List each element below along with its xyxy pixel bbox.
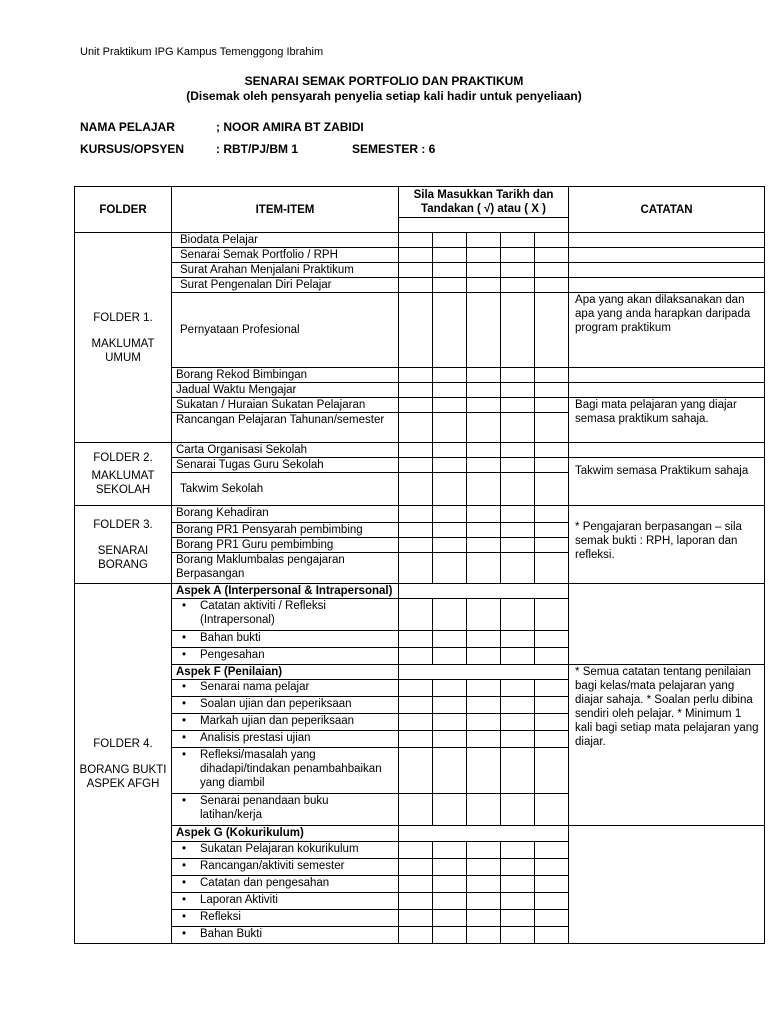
check-cell[interactable] (433, 680, 467, 697)
check-cell (399, 584, 569, 599)
list-item: Jadual Waktu Mengajar (172, 383, 399, 398)
check-cell[interactable] (467, 263, 501, 278)
check-cell[interactable] (433, 473, 467, 506)
page-header: Unit Praktikum IPG Kampus Temenggong Ibrahim (80, 46, 324, 58)
check-cell[interactable] (433, 748, 467, 794)
check-cell[interactable] (399, 398, 433, 413)
check-cell[interactable] (399, 748, 433, 794)
bullet-icon: • (182, 877, 187, 889)
check-cell[interactable] (467, 631, 501, 648)
check-cell[interactable] (467, 927, 501, 944)
list-item: Sukatan / Huraian Sukatan Pelajaran (172, 398, 399, 413)
list-item: • Soalan ujian dan peperiksaan (172, 697, 399, 714)
check-cell[interactable] (501, 794, 535, 826)
check-cell[interactable] (501, 859, 535, 876)
check-cell[interactable] (535, 473, 569, 506)
note-cell (569, 263, 765, 278)
header-check-sub (399, 218, 569, 233)
check-cell[interactable] (433, 731, 467, 748)
check-cell[interactable] (535, 680, 569, 697)
check-cell[interactable] (399, 648, 433, 665)
note-takwim: Takwim semasa Praktikum sahaja (569, 458, 765, 506)
check-cell[interactable] (467, 697, 501, 714)
note-cell (569, 826, 765, 944)
check-cell (399, 665, 569, 680)
list-item: Borang Rekod Bimbingan (172, 368, 399, 383)
check-cell[interactable] (501, 233, 535, 248)
check-cell[interactable] (433, 697, 467, 714)
check-cell[interactable] (535, 368, 569, 383)
check-cell[interactable] (501, 910, 535, 927)
check-cell[interactable] (501, 680, 535, 697)
check-cell[interactable] (467, 538, 501, 553)
check-cell[interactable] (501, 697, 535, 714)
check-cell[interactable] (501, 631, 535, 648)
list-item: • Catatan aktiviti / Refleksi (Intrapersonal) (172, 599, 399, 631)
note-berpasangan: * Pengajaran berpasangan – sila semak bukti : RPH, laporan dan refleksi. (569, 506, 765, 584)
note-sukatan: Bagi mata pelajaran yang diajar semasa praktikum sahaja. (569, 398, 765, 443)
check-cell[interactable] (399, 506, 433, 523)
bullet-icon: • (182, 698, 187, 710)
check-cell[interactable] (467, 248, 501, 263)
check-cell[interactable] (399, 383, 433, 398)
check-cell[interactable] (433, 599, 467, 631)
check-cell[interactable] (501, 248, 535, 263)
check-cell[interactable] (467, 748, 501, 794)
list-item: • Bahan Bukti (172, 927, 399, 944)
check-cell[interactable] (535, 443, 569, 458)
check-cell[interactable] (399, 680, 433, 697)
check-cell[interactable] (535, 893, 569, 910)
check-cell[interactable] (467, 278, 501, 293)
check-cell[interactable] (433, 648, 467, 665)
check-cell[interactable] (535, 413, 569, 443)
check-cell[interactable] (501, 473, 535, 506)
list-item: • Catatan dan pengesahan (172, 876, 399, 893)
check-cell[interactable] (433, 553, 467, 584)
header-folder: FOLDER (75, 187, 172, 233)
list-item: • Analisis prestasi ujian (172, 731, 399, 748)
check-cell[interactable] (433, 506, 467, 523)
list-item: Borang Maklumbalas pengajaran Berpasangan (172, 553, 399, 584)
folder-1-name: FOLDER 1. (93, 311, 153, 324)
check-cell[interactable] (399, 714, 433, 731)
check-cell[interactable] (467, 383, 501, 398)
check-cell[interactable] (535, 248, 569, 263)
list-item: Borang PR1 Guru pembimbing (172, 538, 399, 553)
aspek-a-heading: Aspek A (Interpersonal & Intrapersonal) (172, 584, 399, 599)
check-cell[interactable] (399, 553, 433, 584)
check-cell[interactable] (535, 233, 569, 248)
check-cell[interactable] (433, 842, 467, 859)
folder-1-title: MAKLUMAT UMUM (91, 337, 155, 364)
note-cell (569, 233, 765, 248)
check-cell[interactable] (467, 599, 501, 631)
check-cell[interactable] (535, 794, 569, 826)
check-cell[interactable] (467, 876, 501, 893)
list-item: • Pengesahan (172, 648, 399, 665)
check-cell[interactable] (433, 248, 467, 263)
check-cell[interactable] (399, 731, 433, 748)
folder-3 (75, 506, 172, 584)
check-cell[interactable] (399, 248, 433, 263)
folder-1 (75, 233, 172, 443)
check-cell[interactable] (433, 714, 467, 731)
check-cell[interactable] (501, 538, 535, 553)
header-items: ITEM-ITEM (172, 187, 399, 233)
check-cell[interactable] (399, 278, 433, 293)
list-item: • Senarai penandaan buku latihan/kerja (172, 794, 399, 826)
check-cell[interactable] (501, 893, 535, 910)
check-cell[interactable] (399, 263, 433, 278)
note-cell (569, 383, 765, 398)
check-cell[interactable] (433, 443, 467, 458)
document-title: SENARAI SEMAK PORTFOLIO DAN PRAKTIKUM (244, 74, 524, 88)
folder-3-name: FOLDER 3. (93, 518, 153, 531)
check-cell[interactable] (501, 368, 535, 383)
check-cell[interactable] (467, 731, 501, 748)
bullet-icon: • (182, 600, 187, 612)
bullet-icon: • (182, 632, 187, 644)
list-item: Surat Pengenalan Diri Pelajar (172, 278, 399, 293)
check-cell[interactable] (501, 842, 535, 859)
bullet-icon: • (182, 911, 187, 923)
check-cell[interactable] (501, 506, 535, 523)
check-cell[interactable] (467, 368, 501, 383)
check-cell[interactable] (535, 538, 569, 553)
check-cell[interactable] (399, 599, 433, 631)
check-cell[interactable] (467, 893, 501, 910)
check-cell[interactable] (535, 293, 569, 368)
check-cell[interactable] (433, 794, 467, 826)
check-cell[interactable] (535, 553, 569, 584)
folder-2-title: MAKLUMAT SEKOLAH (91, 470, 155, 496)
check-cell[interactable] (535, 714, 569, 731)
list-item: Senarai Semak Portfolio / RPH (172, 248, 399, 263)
check-cell[interactable] (399, 443, 433, 458)
check-cell[interactable] (399, 876, 433, 893)
check-cell[interactable] (433, 233, 467, 248)
check-cell[interactable] (399, 368, 433, 383)
checklist-table (74, 186, 765, 944)
check-cell[interactable] (501, 876, 535, 893)
check-cell[interactable] (433, 383, 467, 398)
bullet-icon: • (182, 715, 187, 727)
check-cell[interactable] (433, 413, 467, 443)
check-cell[interactable] (433, 263, 467, 278)
check-cell[interactable] (433, 368, 467, 383)
check-cell[interactable] (399, 794, 433, 826)
check-cell[interactable] (433, 278, 467, 293)
bullet-icon: • (182, 649, 187, 661)
check-cell[interactable] (501, 278, 535, 293)
list-item: Borang Kehadiran (172, 506, 399, 523)
course-value: : RBT/PJ/BM 1 (216, 142, 299, 156)
bullet-icon: • (182, 749, 187, 761)
check-cell[interactable] (399, 893, 433, 910)
check-cell[interactable] (501, 927, 535, 944)
header-notes: CATATAN (569, 187, 765, 233)
check-cell[interactable] (467, 473, 501, 506)
list-item: Carta Organisasi Sekolah (172, 443, 399, 458)
list-item: • Bahan bukti (172, 631, 399, 648)
note-cell (569, 278, 765, 293)
check-cell[interactable] (501, 523, 535, 538)
check-cell[interactable] (535, 648, 569, 665)
check-cell[interactable] (501, 599, 535, 631)
folder-4-name: FOLDER 4. (93, 737, 153, 750)
semester-value: SEMESTER : 6 (352, 142, 436, 156)
list-item: • Refleksi (172, 910, 399, 927)
folder-2-name: FOLDER 2. (93, 452, 153, 464)
check-cell[interactable] (433, 910, 467, 927)
name-value: ; NOOR AMIRA BT ZABIDI (216, 120, 364, 134)
list-item: Biodata Pelajar (172, 233, 399, 248)
note-profesional: Apa yang akan dilaksanakan dan apa yang anda harapkan daripada program praktikum (569, 293, 765, 368)
bullet-icon: • (182, 732, 187, 744)
list-item: Pernyataan Profesional (172, 293, 399, 368)
document-subtitle: (Disemak oleh pensyarah penyelia setiap kali hadir untuk penyeliaan) (186, 89, 582, 103)
check-cell[interactable] (433, 927, 467, 944)
note-cell (569, 584, 765, 665)
check-cell[interactable] (399, 927, 433, 944)
list-item: • Refleksi/masalah yang dihadapi/tindakan penambahbaikan yang diambil (172, 748, 399, 794)
check-cell[interactable] (433, 398, 467, 413)
check-cell[interactable] (535, 876, 569, 893)
check-cell[interactable] (501, 293, 535, 368)
bullet-icon: • (182, 843, 187, 855)
check-cell[interactable] (467, 413, 501, 443)
check-cell[interactable] (501, 263, 535, 278)
list-item: Surat Arahan Menjalani Praktikum (172, 263, 399, 278)
check-cell[interactable] (433, 876, 467, 893)
check-cell[interactable] (535, 697, 569, 714)
check-cell[interactable] (467, 714, 501, 731)
check-cell[interactable] (501, 731, 535, 748)
check-cell[interactable] (467, 842, 501, 859)
check-cell[interactable] (399, 859, 433, 876)
check-cell[interactable] (399, 458, 433, 473)
note-cell (569, 443, 765, 458)
check-cell[interactable] (501, 443, 535, 458)
name-label: NAMA PELAJAR (80, 120, 175, 134)
check-cell[interactable] (433, 859, 467, 876)
check-cell[interactable] (501, 398, 535, 413)
check-cell[interactable] (535, 731, 569, 748)
check-cell[interactable] (399, 293, 433, 368)
folder-4 (75, 584, 172, 944)
check-cell[interactable] (535, 278, 569, 293)
list-item: • Laporan Aktiviti (172, 893, 399, 910)
bullet-icon: • (182, 894, 187, 906)
check-cell[interactable] (399, 523, 433, 538)
bullet-icon: • (182, 795, 187, 807)
folder-3-title: SENARAI BORANG (97, 544, 149, 571)
check-cell[interactable] (467, 233, 501, 248)
check-cell[interactable] (467, 398, 501, 413)
check-cell[interactable] (433, 293, 467, 368)
check-cell[interactable] (467, 680, 501, 697)
check-cell[interactable] (467, 553, 501, 584)
check-cell[interactable] (467, 523, 501, 538)
check-cell[interactable] (467, 648, 501, 665)
check-cell[interactable] (535, 523, 569, 538)
check-cell[interactable] (535, 599, 569, 631)
check-cell[interactable] (399, 910, 433, 927)
check-cell[interactable] (399, 842, 433, 859)
check-cell[interactable] (399, 473, 433, 506)
list-item: • Senarai nama pelajar (172, 680, 399, 697)
check-cell[interactable] (501, 458, 535, 473)
list-item: Rancangan Pelajaran Tahunan/semester (172, 413, 399, 443)
bullet-icon: • (182, 928, 187, 940)
check-cell[interactable] (433, 631, 467, 648)
check-cell[interactable] (535, 859, 569, 876)
check-cell[interactable] (535, 263, 569, 278)
check-cell[interactable] (399, 538, 433, 553)
check-cell (399, 826, 569, 842)
folder-2 (75, 443, 172, 506)
check-cell[interactable] (467, 910, 501, 927)
course-label: KURSUS/OPSYEN (80, 142, 185, 156)
bullet-icon: • (182, 860, 187, 872)
check-cell[interactable] (467, 506, 501, 523)
check-cell[interactable] (467, 293, 501, 368)
check-cell[interactable] (535, 383, 569, 398)
check-cell[interactable] (535, 631, 569, 648)
list-item: • Rancangan/aktiviti semester (172, 859, 399, 876)
check-cell[interactable] (535, 910, 569, 927)
check-cell[interactable] (467, 859, 501, 876)
check-cell[interactable] (501, 748, 535, 794)
aspek-g-heading: Aspek G (Kokurikulum) (172, 826, 399, 842)
list-item: Senarai Tugas Guru Sekolah (172, 458, 399, 473)
check-cell[interactable] (399, 233, 433, 248)
list-item: • Sukatan Pelajaran kokurikulum (172, 842, 399, 859)
check-cell[interactable] (467, 794, 501, 826)
check-cell[interactable] (535, 458, 569, 473)
check-cell[interactable] (535, 398, 569, 413)
note-cell (569, 248, 765, 263)
check-cell[interactable] (501, 413, 535, 443)
check-cell[interactable] (433, 538, 467, 553)
check-cell[interactable] (501, 553, 535, 584)
bullet-icon: • (182, 681, 187, 693)
check-cell[interactable] (433, 893, 467, 910)
check-cell[interactable] (399, 413, 433, 443)
aspek-f-heading: Aspek F (Penilaian) (172, 665, 399, 680)
check-cell[interactable] (535, 842, 569, 859)
check-cell[interactable] (399, 631, 433, 648)
check-cell[interactable] (433, 458, 467, 473)
check-cell[interactable] (501, 648, 535, 665)
check-cell[interactable] (501, 714, 535, 731)
note-cell (569, 368, 765, 383)
list-item: Takwim Sekolah (172, 473, 399, 506)
check-cell[interactable] (535, 506, 569, 523)
header-check: Sila Masukkan Tarikh dan Tandakan ( √) atau ( X ) (399, 187, 569, 218)
list-item: Borang PR1 Pensyarah pembimbing (172, 523, 399, 538)
check-cell[interactable] (467, 443, 501, 458)
check-cell[interactable] (535, 748, 569, 794)
folder-4-title: BORANG BUKTI ASPEK AFGH (79, 763, 167, 790)
check-cell[interactable] (501, 383, 535, 398)
note-penilaian: * Semua catatan tentang penilaian bagi kelas/mata pelajaran yang diajar sahaja. * Soalan perlu dibina sendiri oleh pelajar. * Minimum 1 kali bagi setiap mata pelajaran yang diajar. (569, 665, 765, 826)
check-cell[interactable] (467, 458, 501, 473)
check-cell[interactable] (535, 927, 569, 944)
check-cell[interactable] (399, 697, 433, 714)
check-cell[interactable] (433, 523, 467, 538)
list-item: • Markah ujian dan peperiksaan (172, 714, 399, 731)
